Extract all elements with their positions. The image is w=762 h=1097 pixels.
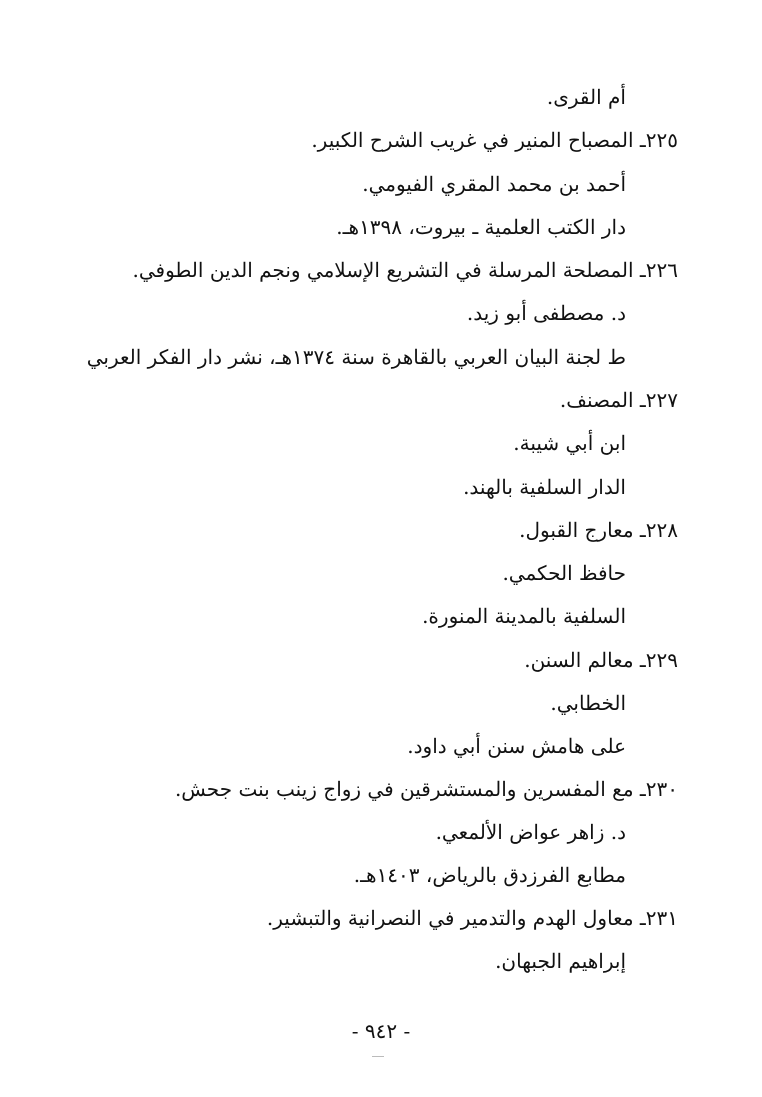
entry-226-publisher: ط لجنة البيان العربي بالقاهرة سنة ١٣٧٤هـ، نشر دار الفكر العربي xyxy=(86,345,626,369)
entry-229-publisher: على هامش سنن أبي داود. xyxy=(407,734,626,758)
entry-225-publisher: دار الكتب العلمية ـ بيروت، ١٣٩٨هـ. xyxy=(336,215,626,239)
entry-230-title: ٢٣٠ـ مع المفسرين والمستشرقين في زواج زينب بنت جحش. xyxy=(174,777,678,801)
entry-228-title: ٢٢٨ـ معارج القبول. xyxy=(519,518,678,542)
entry-227-publisher: الدار السلفية بالهند. xyxy=(463,475,626,499)
page-number: - ٩٤٢ - xyxy=(351,1019,411,1043)
entry-227-title: ٢٢٧ـ المصنف. xyxy=(559,388,678,412)
entry-229-author: الخطابي. xyxy=(550,691,626,715)
entry-230-publisher: مطابع الفرزدق بالرياض، ١٤٠٣هـ. xyxy=(353,863,626,887)
entry-225-author: أحمد بن محمد المقري الفيومي. xyxy=(362,172,626,196)
entry-230-author: د. زاهر عواض الألمعي. xyxy=(435,820,626,844)
scan-mark xyxy=(372,1056,384,1057)
entry-231-title: ٢٣١ـ معاول الهدم والتدمير في النصرانية والتبشير. xyxy=(266,906,678,930)
entry-224-publisher: أم القرى. xyxy=(546,85,626,109)
entry-228-publisher: السلفية بالمدينة المنورة. xyxy=(422,604,626,628)
entry-225-title: ٢٢٥ـ المصباح المنير في غريب الشرح الكبير. xyxy=(311,128,678,152)
entry-227-author: ابن أبي شيبة. xyxy=(513,431,626,455)
entry-226-author: د. مصطفى أبو زيد. xyxy=(466,301,626,325)
entry-226-title: ٢٢٦ـ المصلحة المرسلة في التشريع الإسلامي ونجم الدين الطوفي. xyxy=(132,258,678,282)
entry-229-title: ٢٢٩ـ معالم السنن. xyxy=(524,648,678,672)
entry-231-author: إبراهيم الجبهان. xyxy=(495,949,626,973)
entry-228-author: حافظ الحكمي. xyxy=(502,561,626,585)
